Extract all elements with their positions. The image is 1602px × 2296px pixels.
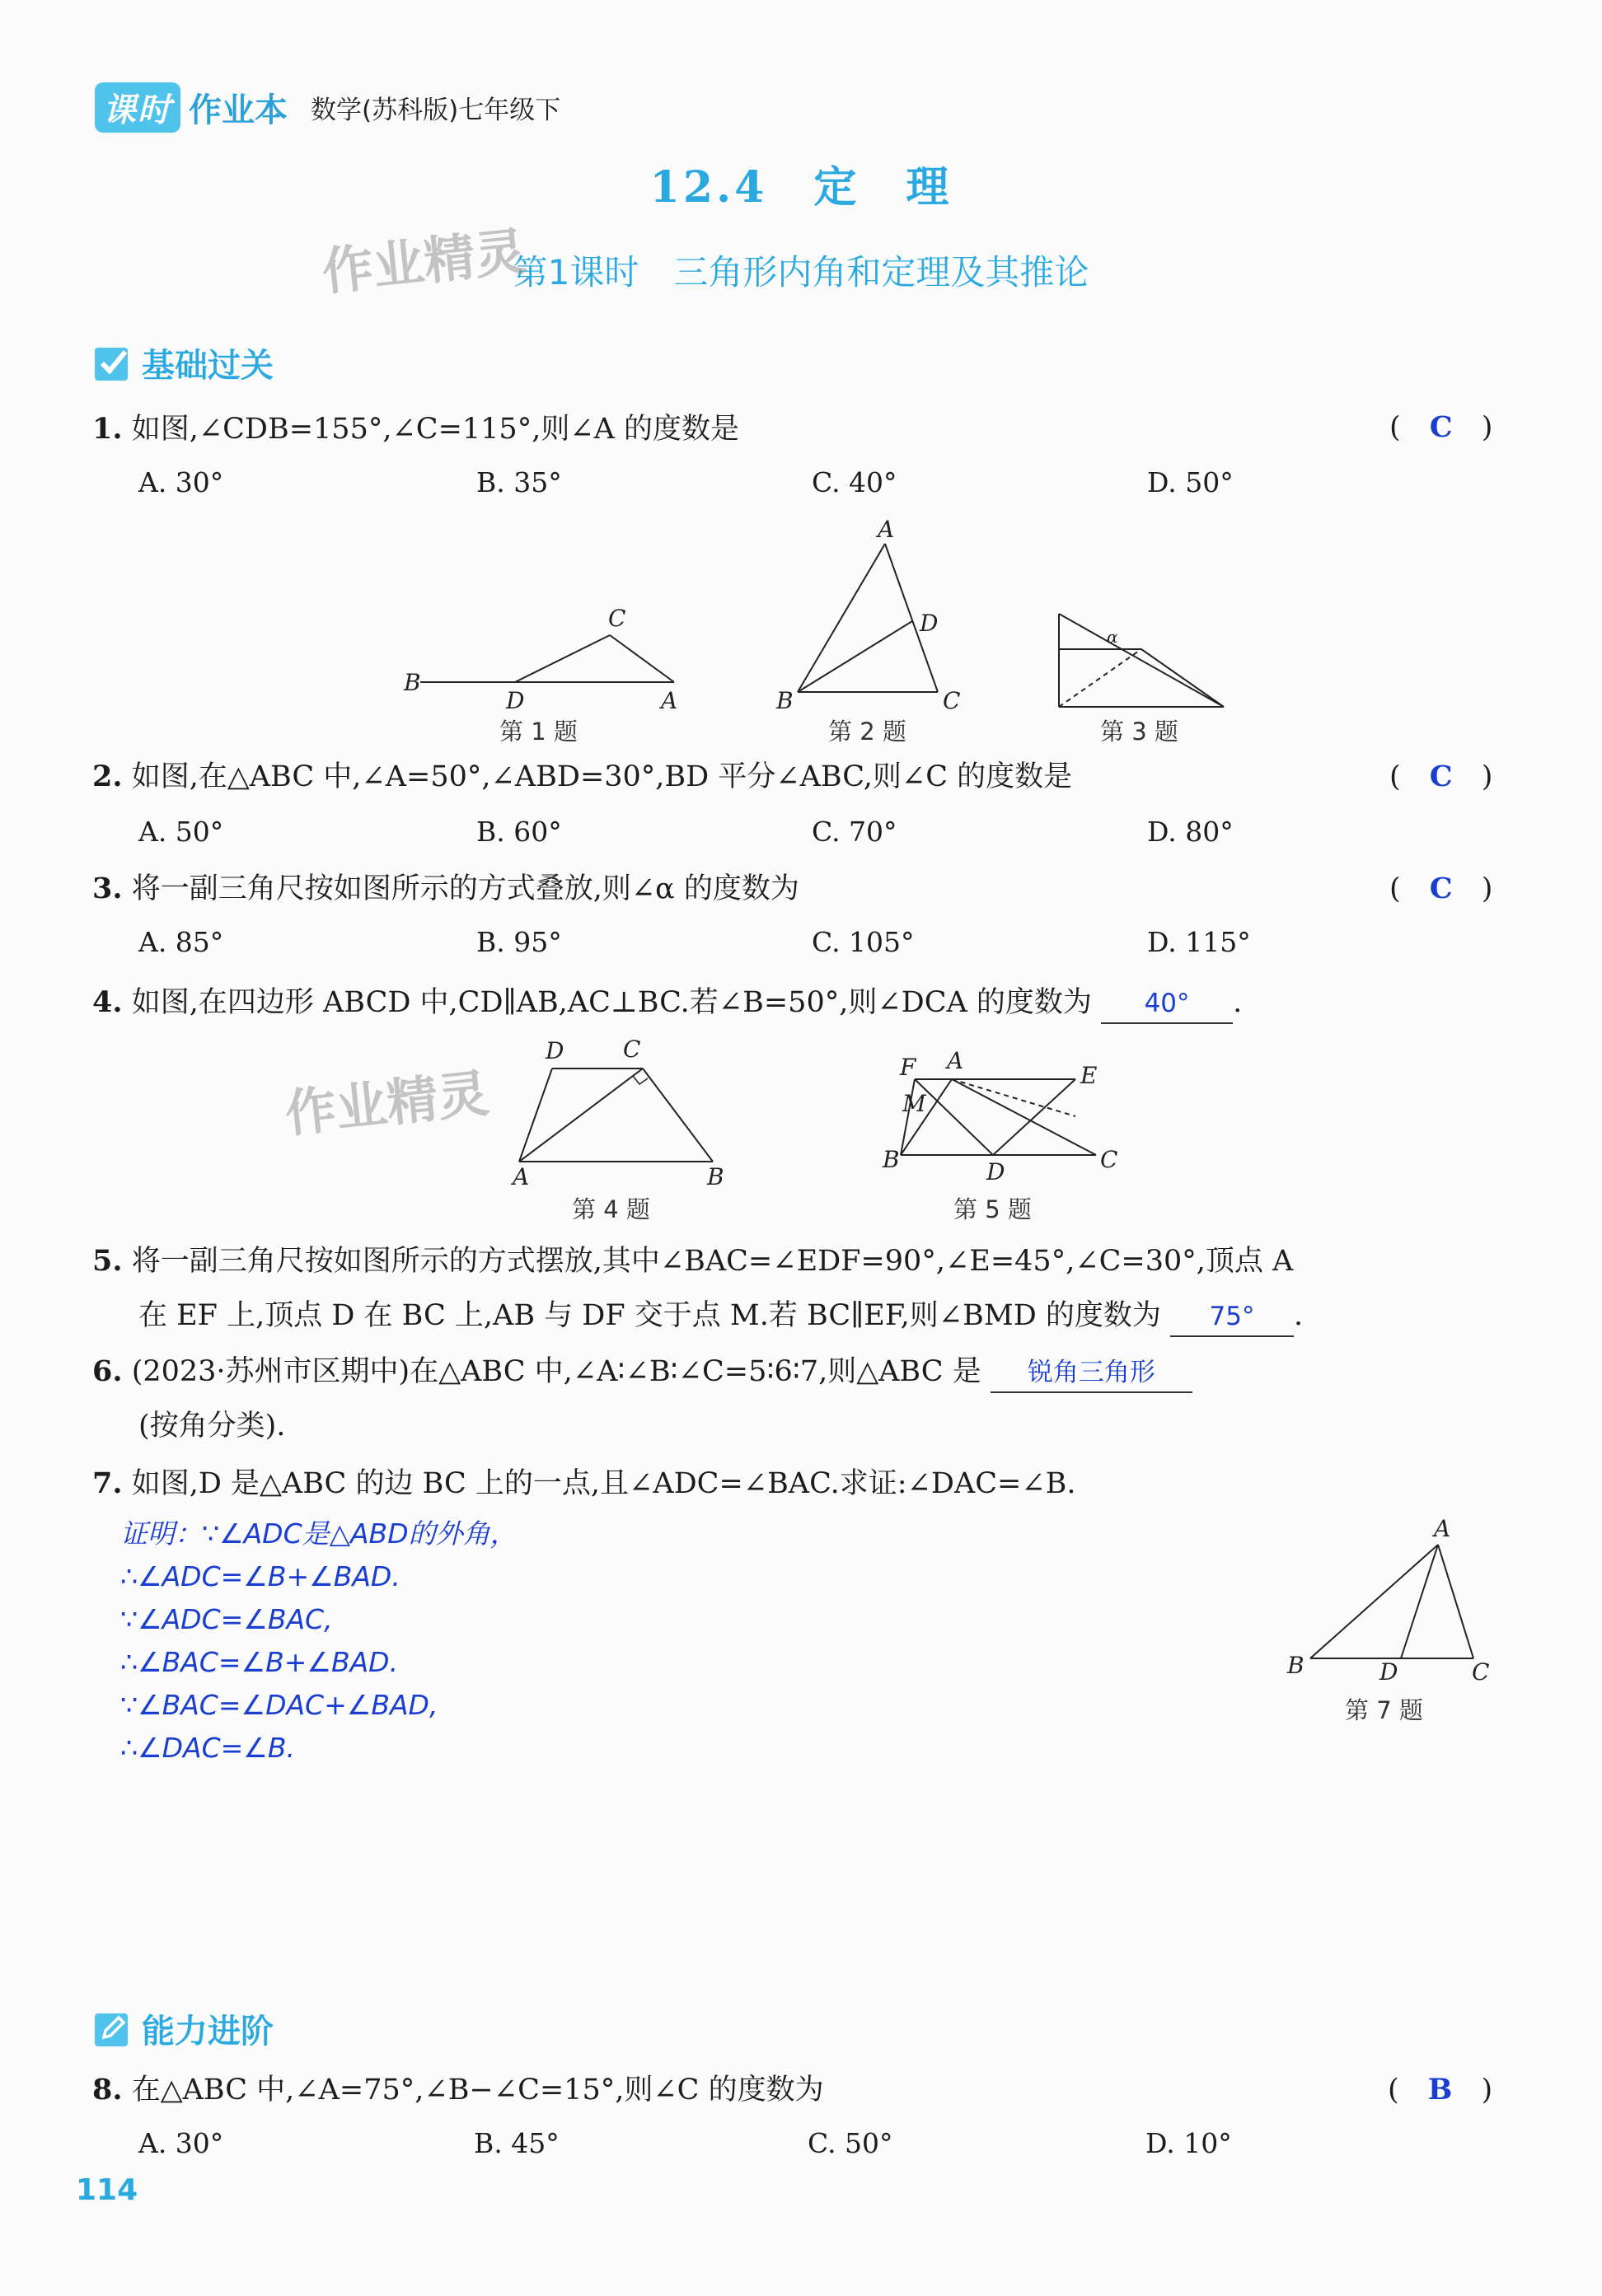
option-c: C. 40°	[812, 466, 897, 498]
label-b: B	[1287, 1652, 1305, 1679]
question-7	[92, 1465, 1075, 1503]
option-a: A. 50°	[138, 816, 224, 848]
lesson-title: 第1课时 三角形内角和定理及其推论	[513, 252, 1089, 292]
option-a: A. 30°	[138, 466, 224, 498]
question-text-line2: 在 EF 上,顶点 D 在 BC 上,AB 与 DF 交于点 M.若 BC∥EF,则∠BMD 的度数为	[138, 1299, 1161, 1332]
option-b: B. 95°	[476, 926, 562, 958]
option-c: C. 50°	[808, 2127, 893, 2159]
question-2	[92, 758, 1072, 796]
question-number: 4.	[92, 985, 123, 1019]
brand-name: 作业本	[189, 91, 288, 129]
figure-7-caption: 第 7 题	[1345, 1696, 1423, 1724]
question-3	[92, 870, 799, 908]
question-number: 8.	[92, 2073, 123, 2107]
answer-paren: ( B )	[1388, 2073, 1493, 2107]
option-c: C. 70°	[812, 816, 897, 848]
question-number: 5.	[92, 1244, 123, 1278]
question-number: 1.	[92, 412, 123, 446]
answer-blank: 75°	[1170, 1298, 1294, 1337]
section-title: 12.4 定 理	[649, 162, 953, 213]
question-text-line1: 将一副三角尺按如图所示的方式摆放,其中∠BAC=∠EDF=90°,∠E=45°,∠C=30°,顶点 A	[131, 1245, 1294, 1278]
label-c: C	[943, 687, 961, 714]
answer-blank: 40°	[1101, 984, 1233, 1024]
question-text: 如图,在四边形 ABCD 中,CD∥AB,AC⊥BC.若∠B=50°,则∠DCA 的度数为	[131, 986, 1092, 1019]
label-a: A	[513, 1163, 530, 1186]
label-d: D	[986, 1158, 1005, 1185]
answer-blank: 锐角三角形	[991, 1354, 1192, 1393]
question-number: 2.	[92, 760, 123, 793]
label-b: B	[883, 1146, 900, 1173]
question-5	[92, 1242, 1293, 1280]
brand-logo: 课时	[95, 82, 180, 133]
question-number: 7.	[92, 1466, 123, 1500]
answer-choice: C	[1429, 410, 1453, 444]
answer-paren: ( C )	[1389, 760, 1493, 793]
advanced-heading-label: 能力进阶	[142, 2013, 274, 2051]
label-a: A	[1434, 1515, 1451, 1542]
figure-2-caption: 第 2 题	[828, 718, 906, 746]
question-text-line1: (2023·苏州市区期中)在△ABC 中,∠A∶∠B∶∠C=5∶6∶7,则△ABC 是	[131, 1355, 981, 1388]
option-d: D. 50°	[1147, 466, 1234, 498]
answer-paren: ( C )	[1389, 872, 1493, 905]
figure-3	[1047, 601, 1236, 717]
answer-choice: C	[1429, 760, 1453, 793]
label-a: A	[878, 519, 895, 543]
proof-line: 证明：∵∠ADC是△ABD的外角，	[120, 1517, 518, 1550]
page-number: 114	[76, 2173, 138, 2207]
figure-1	[387, 593, 700, 717]
label-m: M	[902, 1090, 926, 1117]
answer-paren: ( C )	[1389, 410, 1493, 444]
label-alpha: α	[1107, 627, 1118, 647]
option-d: D. 10°	[1145, 2127, 1232, 2159]
question-text: 在△ABC 中,∠A=75°,∠B−∠C=15°,则∠C 的度数为	[131, 2074, 824, 2107]
question-8	[92, 2071, 824, 2109]
advanced-section-heading	[92, 2005, 274, 2052]
proof-line: ∴∠BAC=∠B+∠BAD.	[120, 1646, 399, 1678]
answer-choice: B	[1427, 2073, 1453, 2107]
label-d: D	[1380, 1658, 1398, 1686]
label-c: C	[608, 605, 626, 632]
question-text: 将一副三角尺按如图所示的方式叠放,则∠α 的度数为	[131, 872, 799, 905]
subject-label: 数学(苏科版)七年级下	[311, 95, 561, 125]
watermark: 作业精灵	[319, 221, 529, 302]
book-brand	[95, 82, 560, 132]
label-b: B	[707, 1163, 724, 1186]
question-6-line2: (按角分类).	[138, 1410, 286, 1443]
label-f: F	[900, 1054, 916, 1081]
question-4: 4. 如图,在四边形 ABCD 中,CD∥AB,AC⊥BC.若∠B=50°,则∠DCA 的度数为 40° .	[92, 984, 1242, 1024]
figure-4	[503, 1034, 733, 1186]
label-c: C	[1100, 1146, 1118, 1173]
proof-line: ∴∠DAC=∠B.	[120, 1732, 295, 1764]
pencil-icon	[92, 2009, 132, 2049]
option-d: D. 115°	[1147, 926, 1251, 958]
proof-line: ∴∠ADC=∠B+∠BAD.	[120, 1560, 400, 1592]
option-c: C. 105°	[812, 926, 915, 958]
watermark: 作业精灵	[282, 1063, 492, 1144]
figure-3-caption: 第 3 题	[1100, 718, 1178, 746]
option-b: B. 35°	[476, 466, 562, 498]
label-a: A	[661, 687, 678, 714]
question-5-line2: 在 EF 上,顶点 D 在 BC 上,AB 与 DF 交于点 M.若 BC∥EF,则∠BMD 的度数为 75° .	[138, 1297, 1303, 1337]
basic-heading-label: 基础过关	[142, 347, 274, 385]
label-d: D	[920, 610, 939, 637]
label-c: C	[623, 1036, 641, 1063]
basic-section-heading	[92, 339, 274, 386]
question-text: 如图,∠CDB=155°,∠C=115°,则∠A 的度数是	[131, 413, 740, 446]
label-b: B	[404, 669, 421, 696]
proof-block	[120, 1513, 518, 1770]
label-a: A	[947, 1047, 964, 1074]
figure-7	[1277, 1512, 1492, 1689]
question-number: 6.	[92, 1354, 123, 1388]
proof-line: ∵∠BAC=∠DAC+∠BAD,	[120, 1689, 438, 1721]
checkbox-icon	[92, 344, 132, 383]
label-e: E	[1080, 1062, 1098, 1089]
option-b: B. 45°	[474, 2127, 560, 2159]
label-d: D	[506, 687, 525, 714]
question-6	[92, 1353, 1192, 1393]
option-a: A. 30°	[138, 2127, 224, 2159]
figure-5	[878, 1042, 1133, 1186]
answer-choice: C	[1429, 872, 1453, 905]
figure-2	[766, 519, 981, 717]
figure-4-caption: 第 4 题	[572, 1195, 650, 1223]
question-text: 如图,D 是△ABC 的边 BC 上的一点,且∠ADC=∠BAC.求证:∠DAC=∠B.	[131, 1467, 1076, 1500]
proof-line: ∵∠ADC=∠BAC,	[120, 1603, 333, 1635]
label-c: C	[1472, 1658, 1490, 1686]
figure-5-caption: 第 5 题	[953, 1195, 1032, 1223]
label-d: D	[546, 1037, 564, 1064]
option-d: D. 80°	[1147, 816, 1234, 848]
question-1	[92, 410, 739, 448]
option-b: B. 60°	[476, 816, 562, 848]
question-number: 3.	[92, 872, 123, 905]
label-b: B	[776, 687, 794, 714]
option-a: A. 85°	[138, 926, 224, 958]
question-text: 如图,在△ABC 中,∠A=50°,∠ABD=30°,BD 平分∠ABC,则∠C 的度数是	[131, 760, 1073, 793]
figure-1-caption: 第 1 题	[499, 718, 578, 746]
